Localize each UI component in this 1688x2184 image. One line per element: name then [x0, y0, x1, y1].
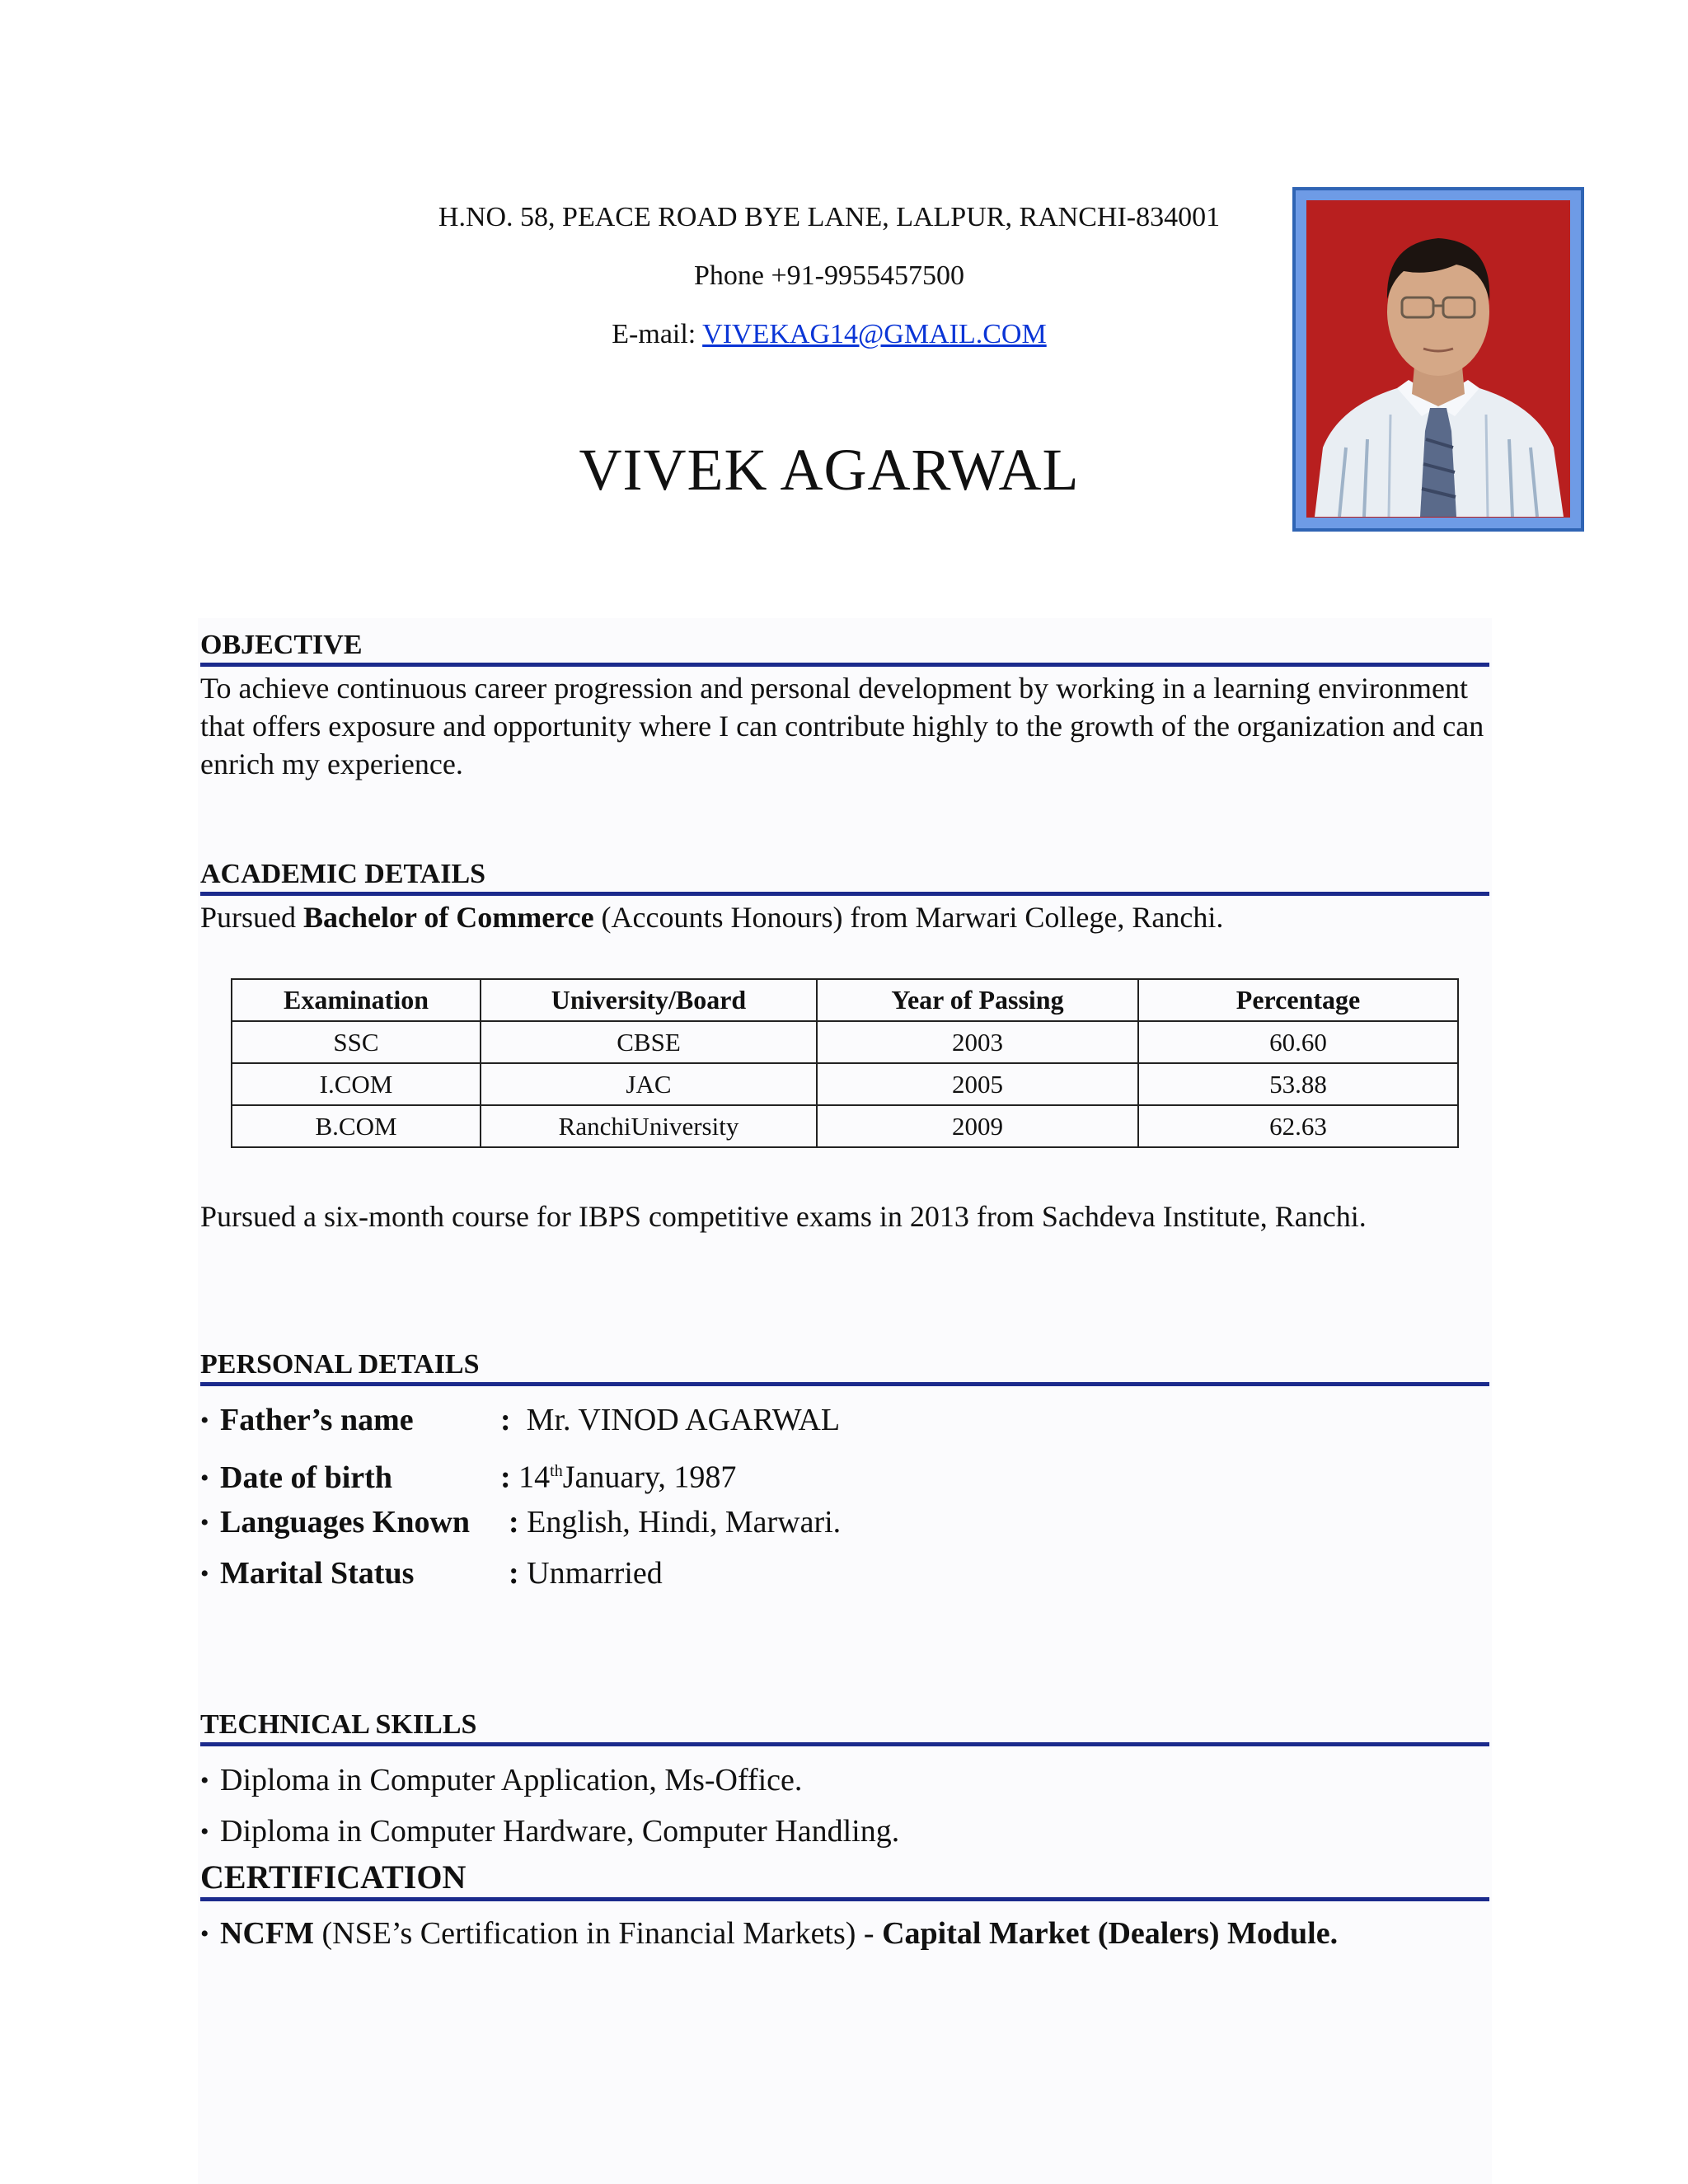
profile-photo-image — [1306, 200, 1570, 518]
fathers-name-label: Father’s name — [220, 1403, 414, 1437]
table-row — [232, 1105, 1458, 1147]
objective-heading: OBJECTIVE — [200, 630, 1489, 667]
contact-address: H.NO. 58, PEACE ROAD BYE LANE, LALPUR, RANCHI-834001 — [438, 202, 1221, 232]
bullet-icon: • — [200, 1560, 209, 1587]
certification-description: (NSE’s Certification in Financial Markets) - — [313, 1916, 883, 1951]
bullet-icon: • — [200, 1920, 209, 1947]
table-header-cell: University/Board — [481, 979, 817, 1021]
marital-label: Marital Status — [220, 1556, 415, 1591]
email-label: E-mail: — [612, 319, 703, 349]
table-header-cell: Percentage — [1138, 979, 1458, 1021]
technical-item: Diploma in Computer Hardware, Computer Handling. — [220, 1814, 900, 1849]
bullet-icon: • — [200, 1818, 209, 1845]
colon: : — [500, 1460, 511, 1495]
certification-heading: CERTIFICATION — [200, 1859, 1489, 1901]
profile-photo — [1292, 187, 1584, 532]
dob-label: Date of birth — [220, 1460, 392, 1495]
dob-day: 14 — [518, 1460, 551, 1495]
academic-intro-prefix: Pursued — [200, 901, 303, 934]
table-cell: 53.88 — [1138, 1063, 1458, 1105]
table-cell: 62.63 — [1138, 1105, 1458, 1147]
bullet-icon: • — [200, 1464, 209, 1492]
table-cell: I.COM — [232, 1063, 481, 1105]
languages-label: Languages Known — [220, 1505, 471, 1540]
languages-value: English, Hindi, Marwari. — [527, 1505, 842, 1540]
table-row — [232, 1021, 1458, 1063]
list-item-marital-status — [200, 1554, 663, 1593]
dob-rest: January, 1987 — [562, 1460, 737, 1495]
academic-degree: Bachelor of Commerce — [303, 901, 594, 934]
list-item-dob — [200, 1452, 736, 1497]
table-header-row — [232, 979, 1458, 1021]
certification-name: NCFM — [220, 1916, 314, 1951]
colon: : — [509, 1556, 519, 1591]
email-link[interactable]: VIVEKAG14@GMAIL.COM — [702, 319, 1047, 349]
candidate-name: VIVEK AGARWAL — [579, 437, 1080, 503]
person-portrait-icon — [1306, 200, 1570, 517]
list-item-technical — [200, 1812, 899, 1851]
fathers-name-value: Mr. VINOD AGARWAL — [526, 1403, 841, 1437]
technical-heading: TECHNICAL SKILLS — [200, 1709, 1489, 1746]
personal-heading: PERSONAL DETAILS — [200, 1349, 1489, 1386]
bullet-icon: • — [200, 1407, 209, 1434]
list-item-languages — [200, 1503, 841, 1542]
colon: : — [500, 1403, 511, 1437]
table-row — [232, 1063, 1458, 1105]
table-cell: 2005 — [817, 1063, 1138, 1105]
academic-table — [231, 978, 1459, 1148]
table-cell: 2003 — [817, 1021, 1138, 1063]
certification-module: Capital Market (Dealers) Module. — [882, 1916, 1339, 1951]
academic-intro — [200, 898, 1489, 936]
academic-heading: ACADEMIC DETAILS — [200, 859, 1489, 896]
table-cell: RanchiUniversity — [481, 1105, 817, 1147]
dob-suffix: th — [550, 1462, 563, 1480]
table-cell: B.COM — [232, 1105, 481, 1147]
list-item-fathers-name — [200, 1401, 840, 1440]
academic-intro-suffix: (Accounts Honours) from Marwari College, Ranchi. — [593, 901, 1224, 934]
list-item-technical — [200, 1761, 802, 1800]
table-cell: JAC — [481, 1063, 817, 1105]
table-cell: 60.60 — [1138, 1021, 1458, 1063]
contact-phone: Phone +91-9955457500 — [694, 260, 964, 291]
bullet-icon: • — [200, 1767, 209, 1794]
marital-value: Unmarried — [527, 1556, 663, 1591]
course-text: Pursued a six-month course for IBPS competitive exams in 2013 from Sachdeva Institute, Ranchi. — [200, 1200, 1367, 1233]
bullet-icon: • — [200, 1509, 209, 1536]
table-cell: CBSE — [481, 1021, 817, 1063]
colon: : — [509, 1505, 519, 1540]
table-header-cell: Year of Passing — [817, 979, 1138, 1021]
technical-item: Diploma in Computer Application, Ms-Office. — [220, 1763, 803, 1797]
list-item-certification — [200, 1915, 1338, 1953]
table-cell: SSC — [232, 1021, 481, 1063]
objective-text: To achieve continuous career progression and personal development by working in a learning environment that offers exposure and opportunity where I can contribute highly to the growth of the organization and can enrich my experience. — [200, 672, 1484, 780]
table-header-cell: Examination — [232, 979, 481, 1021]
table-cell: 2009 — [817, 1105, 1138, 1147]
